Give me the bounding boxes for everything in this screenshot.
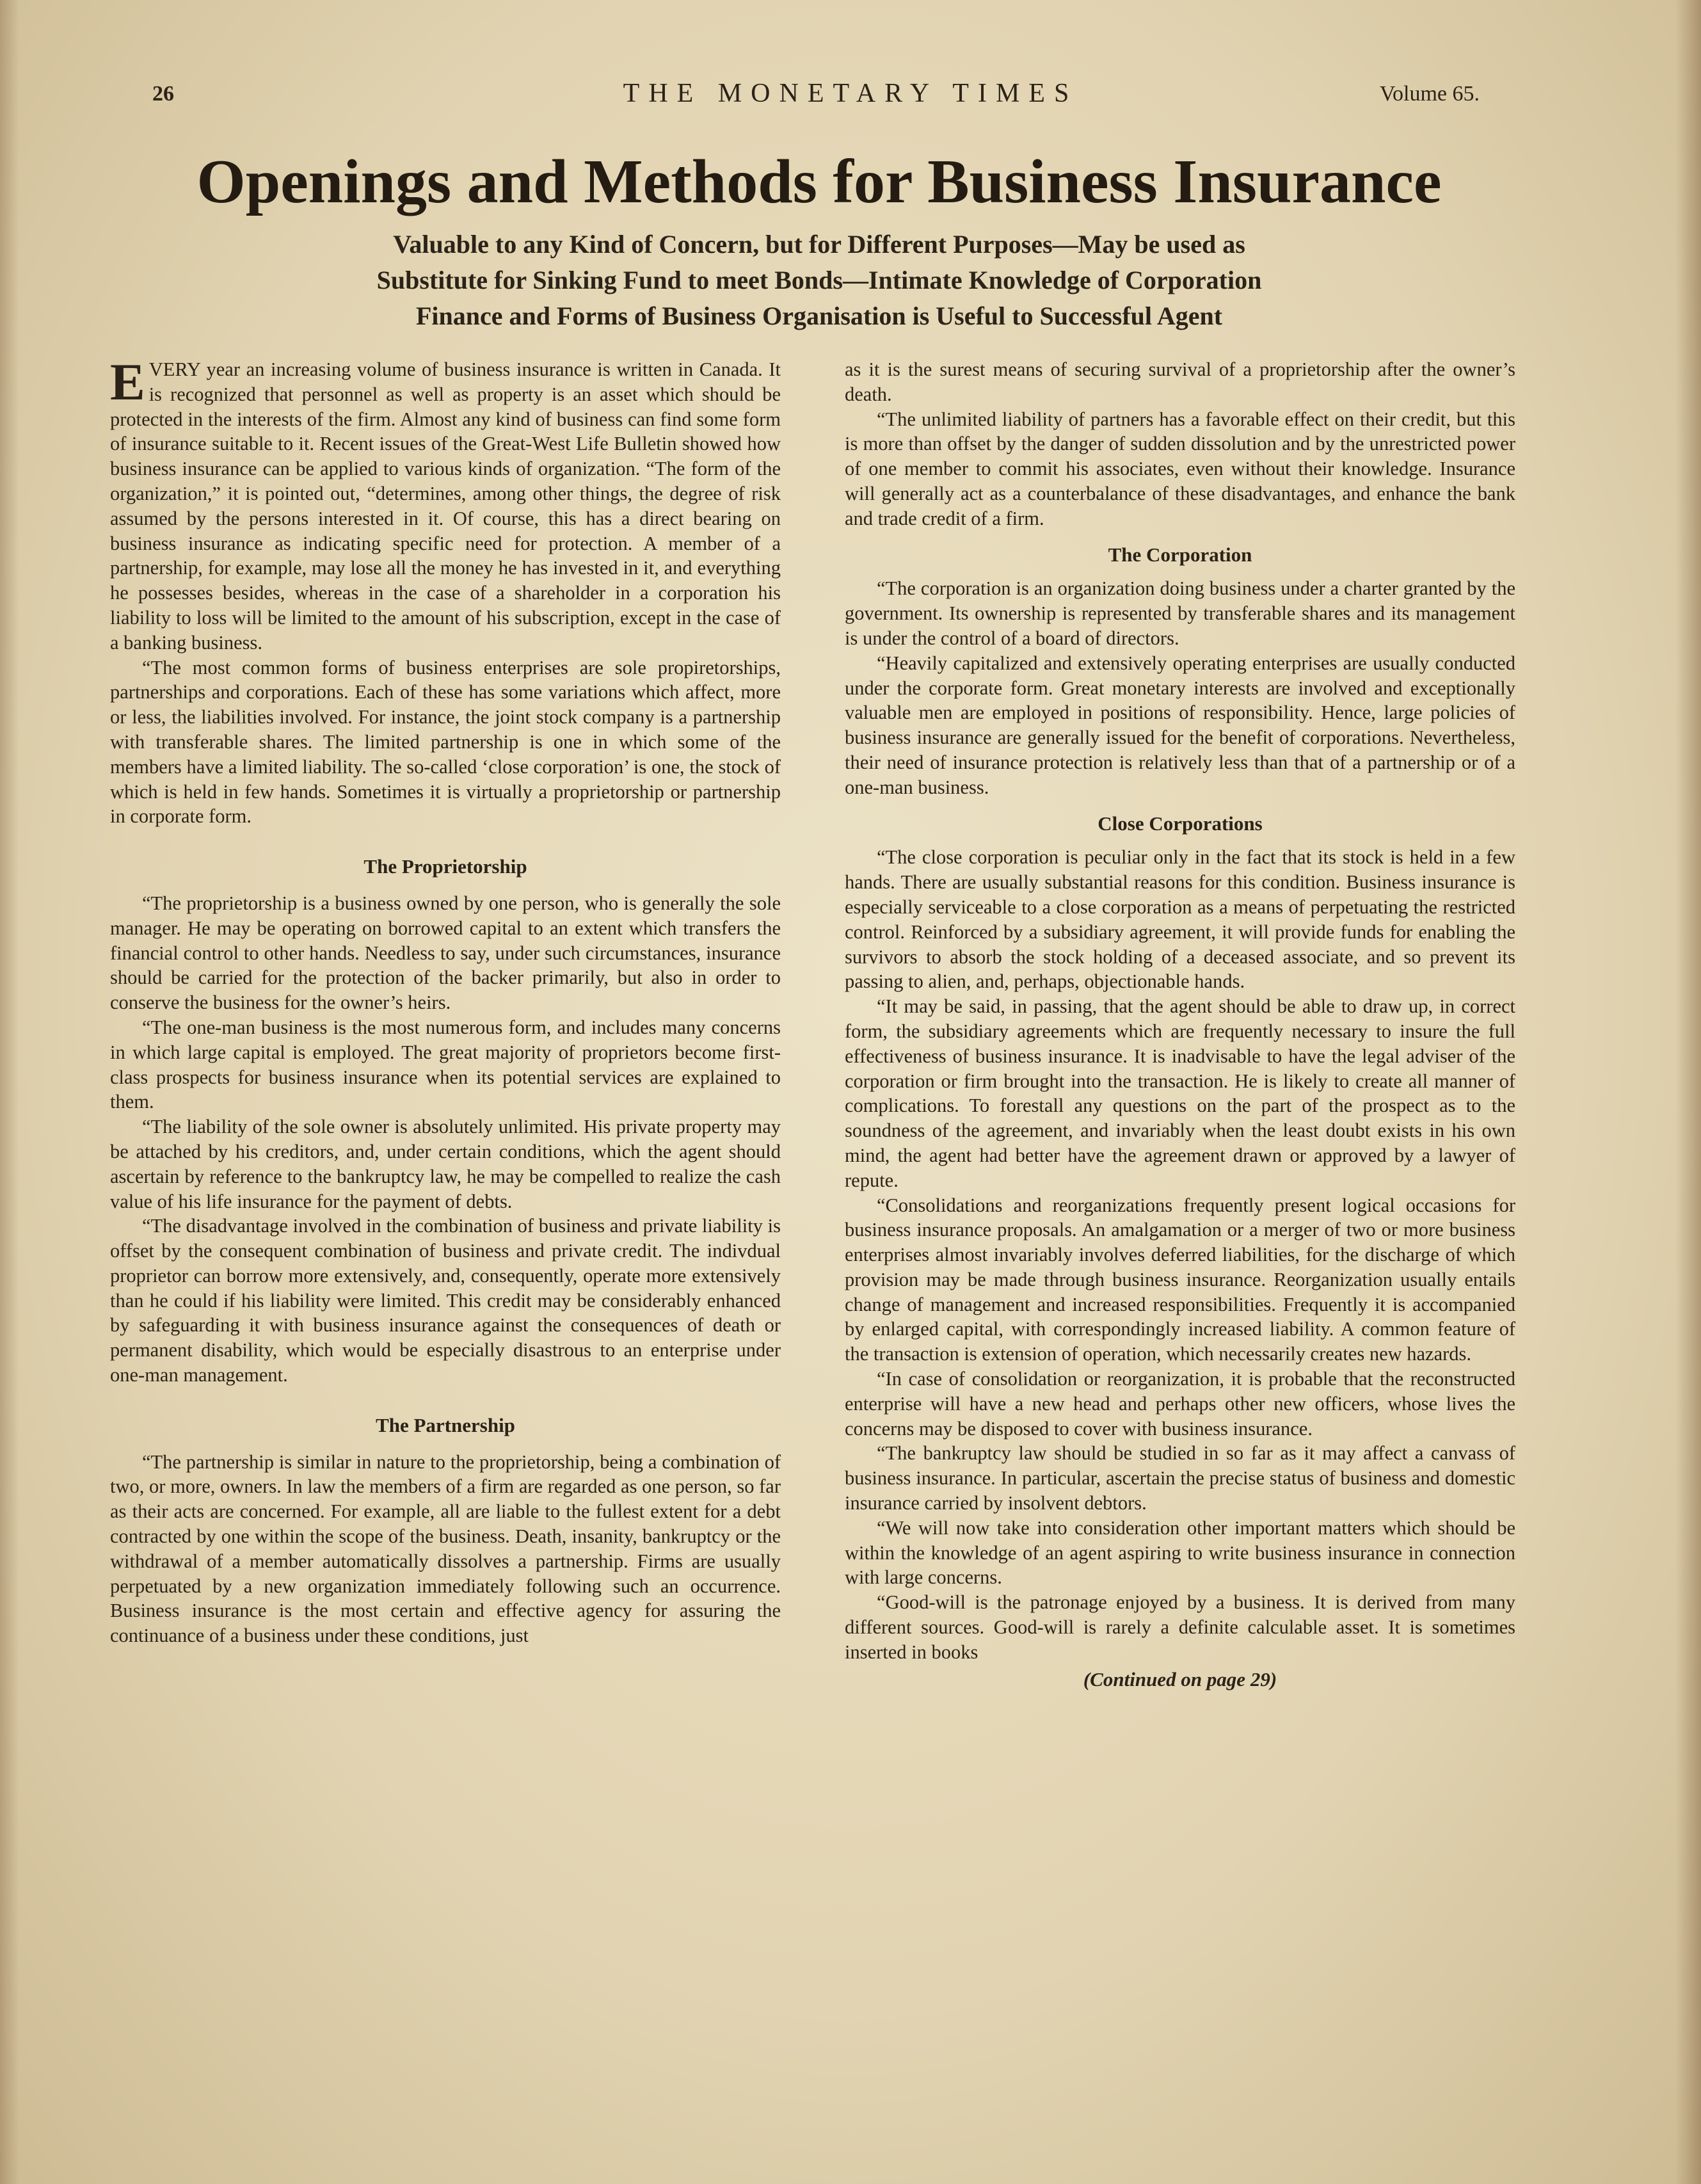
deck-line: Finance and Forms of Business Organisation is Useful to Successful Agent bbox=[415, 301, 1223, 330]
running-title: THE MONETARY TIMES bbox=[623, 79, 1078, 108]
paragraph: “The proprietorship is a business owned by one person, who is generally the sole manager. He may be operating on borrowed capital to an extent which transfers the financial control to other hands. Needless to say, under such circumstances, insurance should be carried for the protection of the backer primarily, but also in order to conserve the business for the owner’s heirs. bbox=[110, 892, 781, 1014]
paragraph: “The bankruptcy law should be studied in so far as it may affect a canvass of business insurance. In particular, ascertain the precise status of business and domestic insurance carried by insolvent debtors. bbox=[845, 1442, 1515, 1514]
paragraph: “Good-will is the patronage enjoyed by a business. It is derived from many different sources. Good-will is rarely a definite calculable asset. It is sometimes inserted in books bbox=[845, 1591, 1515, 1663]
paragraph: “The unlimited liability of partners has a favorable effect on their credit, but this is more than offset by the danger of sudden dissolution and by the unrestricted power of one member to commit his associates, even without their knowledge. Insurance will generally act as a counterbalance of these disadvantages, and enhance the bank and trade credit of a firm. bbox=[845, 408, 1515, 529]
paragraph: “In case of consolidation or reorganization, it is probable that the reconstructed enterprise will have a new head and perhaps other new officers, whose lives the concerns may be disposed to cover with business insurance. bbox=[845, 1368, 1515, 1440]
intro-text: VERY year an increasing volume of business insurance is written in Canada. It is recognized that personnel as well as property is an asset which should be protected in the interests of the firm. Almost any kind of business can find some form of insurance suitable to it. Recent issues of the Great-West Life Bulletin showed how business insurance can be applied to various kinds of organization. “The form of the organization,” it is pointed out, “determines, among other things, the degree of risk assumed by the persons interested in it. Of course, this has a direct bearing on business insurance as indicating specific need for protection. A member of a partnership, for example, may lose all the money he has invested in it, and everything he possesses besides, whereas in the case of a shareholder in a corporation his liability to loss will be limited to the amount of his subscription, except in the case of a banking business. bbox=[110, 358, 781, 654]
drop-cap: E bbox=[110, 353, 145, 411]
paragraph: “The liability of the sole owner is absolutely unlimited. His private property may be attached by his creditors, and, under certain conditions, which the agent should ascertain by reference to the bankruptcy law, he may be compelled to realize the cash value of his life insurance for the payment of debts. bbox=[110, 1116, 781, 1212]
deck-line: Substitute for Sinking Fund to meet Bonds—Intimate Knowledge of Corporation bbox=[376, 266, 1262, 294]
page-shadow-right bbox=[1675, 0, 1701, 2184]
paragraph: “It may be said, in passing, that the agent should be able to draw up, in correct form, the subsidiary agreements which are frequently necessary to insure the full effectiveness of business insurance. It is inadvisable to have the legal adviser of the corporation or firm brought into the transaction. He is likely to create all manner of complications. To forestall any questions on the part of the prospect as to the soundness of the agreement, and invariably when the least doubt exists in his own mind, the agent had better have the agreement drawn or approved by a lawyer of repute. bbox=[845, 995, 1515, 1191]
paragraph: “We will now take into consideration other important matters which should be within the knowledge of an agent aspiring to write business insurance in connection with large concerns. bbox=[845, 1516, 1515, 1589]
article-deck bbox=[275, 227, 1363, 334]
paragraph: “The partnership is similar in nature to the proprietorship, being a combination of two, or more, owners. In law the members of a firm are regarded as one person, so far as their acts are concerned. For example, all are liable to the fullest extent for a debt contracted by one within the scope of the business. Death, insanity, bankruptcy or the withdrawal of a member automatically dissolves a partnership. Firms are usually perpetuated by a new organization immediately following such an occurrence. Business insurance is the most certain and effective agency for assuring the continuance of a business under these conditions, just bbox=[110, 1450, 781, 1647]
left-column bbox=[110, 353, 781, 1648]
page-number: 26 bbox=[152, 82, 174, 106]
continued-note: (Continued on page 29) bbox=[1083, 1667, 1277, 1690]
deck-line: Valuable to any Kind of Concern, but for Different Purposes—May be used as bbox=[393, 230, 1245, 259]
paragraph: “The one-man business is the most numerous form, and includes many concerns in which large capital is employed. The great majority of proprietors become first-class prospects for business insurance when its potential services are explained to them. bbox=[110, 1016, 781, 1113]
right-column bbox=[845, 357, 1515, 1692]
paragraph: “Consolidations and reorganizations frequently present logical occasions for business insurance proposals. An amalgamation or a merger of two or more business enterprises almost invariably involves deferred liabilities, for the discharge of which provision may be made through business insurance. Reorganization usually entails change of management and increased responsibilities. Frequently it is accompanied by enlarged capital, with correspondingly increased liability. A common feature of the transaction is extension of operation, which necessarily creates new hazards. bbox=[845, 1194, 1515, 1365]
paragraph: “The corporation is an organization doing business under a charter granted by the government. Its ownership is represented by transferable shares and its management is under the control of a board of directors. bbox=[845, 577, 1515, 649]
paragraph: “Heavily capitalized and extensively operating enterprises are usually conducted under the corporate form. Great monetary interests are involved and exceptionally valuable men are employed in positions of responsibility. Hence, large policies of business insurance are generally issued for the benefit of corporations. Nevertheless, their need of insurance protection is relatively less than that of a partnership or of a one-man business. bbox=[845, 652, 1515, 798]
section-heading-proprietorship: The Proprietorship bbox=[363, 855, 527, 878]
paragraph: “The close corporation is peculiar only in the fact that its stock is held in a few hands. There are usually substantial reasons for this condition. Business insurance is especially serviceable to a close corporation as a means of perpetuating the restricted control. Reinforced by a subsidiary agreement, it will provide funds for enabling the survivors to absorb the stock holding of a deceased associate, and so prevent its passing to alien, and, perhaps, objectionable hands. bbox=[845, 846, 1515, 993]
paragraph: “The disadvantage involved in the combination of business and private liability is offset by the consequent combination of business and private credit. The indivdual proprietor can borrow more extensively, and, consequently, operate more extensively than he could if his liability were limited. This credit may be considerably enhanced by safeguarding it with business insurance against the consequences of death or permanent disability, which would be especially disastrous to an enterprise under one-man management. bbox=[110, 1215, 781, 1386]
page-shadow-left bbox=[0, 0, 19, 2184]
section-heading-close-corporations: Close Corporations bbox=[1098, 812, 1263, 835]
intro-paragraph bbox=[110, 353, 781, 655]
section-heading-corporation: The Corporation bbox=[1108, 543, 1252, 566]
paragraph: “The most common forms of business enterprises are sole propiretorships, partnerships and corporations. Each of these has some variations which affect, more or less, the liabilities involved. For instance, the joint stock company is a partnership with transferable shares. The limited partnership is one in which some of the members have a limited liability. The so-called ‘close corporation’ is one, the stock of which is held in few hands. Sometimes it is virtually a proprietorship or partnership in corporate form. bbox=[110, 656, 781, 828]
paragraph: as it is the surest means of securing survival of a proprietorship after the owner’s death. bbox=[845, 358, 1515, 405]
section-heading-partnership: The Partnership bbox=[376, 1413, 515, 1436]
volume-label: Volume 65. bbox=[1379, 82, 1480, 106]
article-title: Openings and Methods for Business Insurance bbox=[196, 147, 1442, 216]
